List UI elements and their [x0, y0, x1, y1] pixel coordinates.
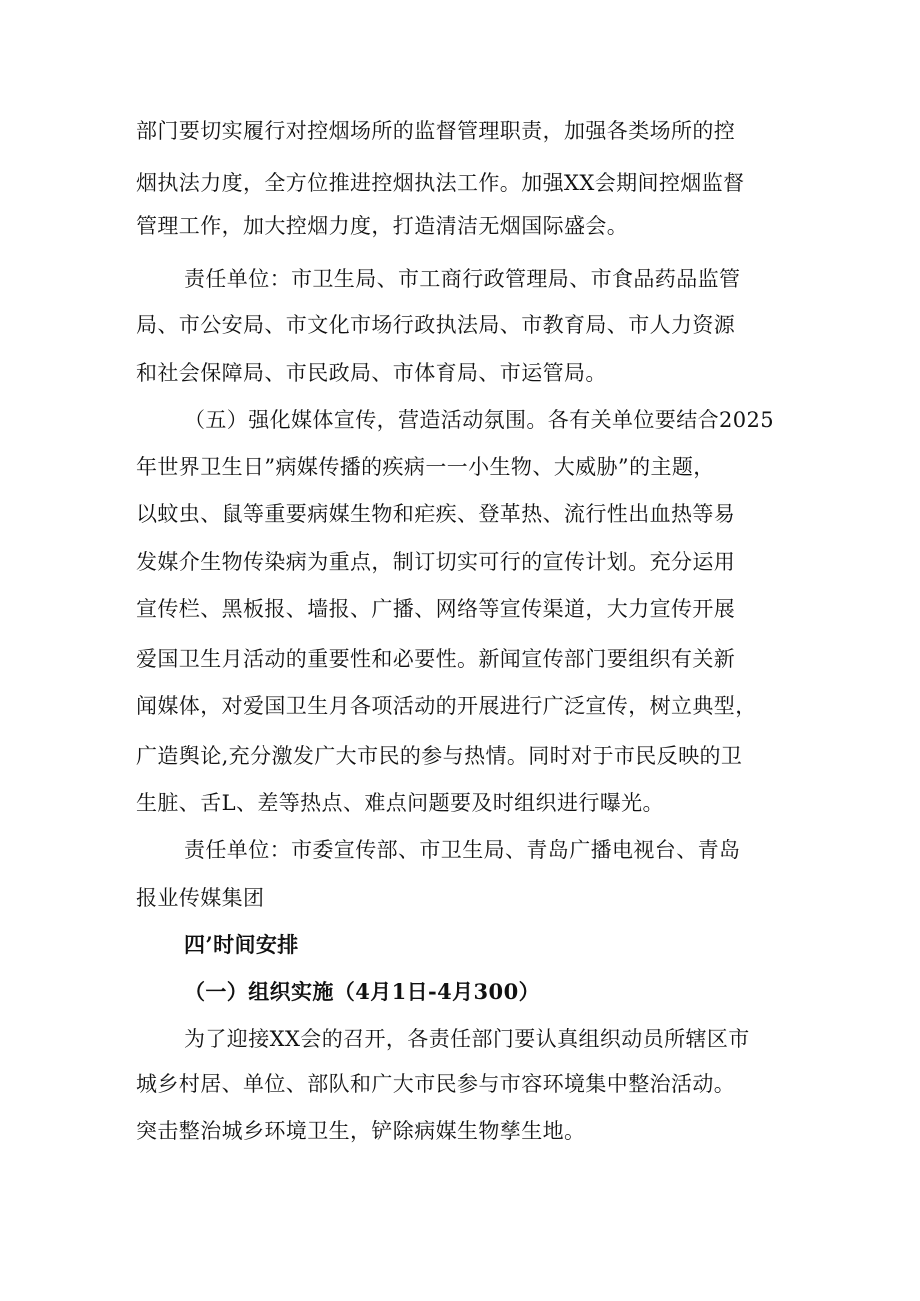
paragraph-line: 爱国卫生月活动的重要性和必要性。新闻宣传部门要组织有关新 — [136, 647, 736, 671]
paragraph-line: 广造舆论,充分激发广大市民的参与热情。同时对于市民反映的卫 — [136, 744, 743, 768]
paragraph-line: （五）强化媒体宣传，营造活动氛围。各有关单位要结合2025 — [184, 408, 775, 432]
paragraph-line: 管理工作，加大控烟力度，打造清洁无烟国际盛会。 — [136, 214, 629, 238]
paragraph-line: 闻媒体，对爱国卫生月各项活动的开展进行广泛宣传，树立典型， — [136, 694, 757, 718]
paragraph-line: 生脏、舌L、差等热点、难点问题要及时组织进行曝光。 — [136, 791, 664, 815]
paragraph-line: 城乡村居、单位、部队和广大市民参与市容环境集中整治活动。 — [136, 1072, 736, 1096]
paragraph-line: 烟执法力度，全方位推进控烟执法工作。加强XX会期间控烟监督 — [136, 171, 745, 195]
subsection-heading: （一）组织实施（4月1日-4月300） — [184, 979, 540, 1004]
paragraph-line: 局、市公安局、市文化市场行政执法局、市教育局、市人力资源 — [136, 313, 736, 337]
paragraph-line: 突击整治城乡环境卫生，铲除病媒生物孳生地。 — [136, 1119, 586, 1143]
paragraph-line: 责任单位：市卫生局、市工商行政管理局、市食品药品监管 — [184, 267, 741, 291]
paragraph-line: 宣传栏、黑板报、墙报、广播、网络等宣传渠道，大力宣传开展 — [136, 597, 736, 621]
paragraph-line: 报业传媒集团 — [136, 886, 265, 910]
paragraph-line: 责任单位：市委宣传部、市卫生局、青岛广播电视台、青岛 — [184, 838, 741, 862]
paragraph-line: 为了迎接XX会的召开，各责任部门要认真组织动员所辖区市 — [184, 1027, 750, 1051]
paragraph-line: 部门要切实履行对控烟场所的监督管理职责，加强各类场所的控 — [136, 119, 736, 143]
paragraph-line: 以蚊虫、鼠等重要病媒生物和疟疾、登革热、流行性出血热等易 — [136, 502, 736, 526]
section-heading: 四’时间安排 — [184, 932, 299, 957]
paragraph-line: 发媒介生物传染病为重点，制订切实可行的宣传计划。充分运用 — [136, 550, 736, 574]
paragraph-line: 和社会保障局、市民政局、市体育局、市运管局。 — [136, 361, 607, 385]
paragraph-line: 年世界卫生日”病媒传播的疾病一一小生物、大威胁”的主题， — [136, 455, 715, 479]
